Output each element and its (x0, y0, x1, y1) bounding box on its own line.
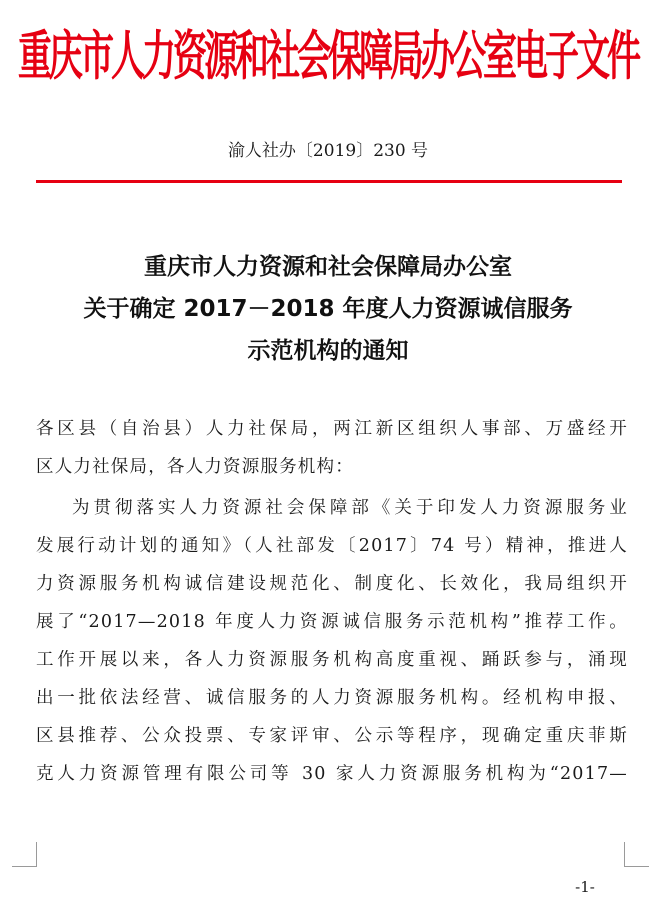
notice-title-line-3: 示范机构的通知 (247, 338, 409, 364)
page-corner-mark-left (12, 842, 37, 867)
page-number: -1- (575, 878, 595, 896)
body-paragraph (36, 489, 628, 793)
red-header-title: 重庆市人力资源和社会保障局办公室电子文件 (18, 26, 638, 89)
paragraph-line-6: 出一批依法经营、诚信服务的人力资源服务机构。经机构申报、 (36, 688, 628, 708)
red-separator-line (36, 180, 622, 183)
paragraph-line-3: 力资源服务机构诚信建设规范化、制度化、长效化，我局组织开 (36, 574, 628, 594)
paragraph-line-2: 发展行动计划的通知》（人社部发〔2017〕74 号）精神，推进人 (36, 536, 628, 556)
paragraph-line-8: 克人力资源管理有限公司等 30 家人力资源服务机构为“2017— (36, 764, 628, 784)
notice-title (0, 246, 656, 372)
paragraph-line-1: 为贯彻落实人力资源社会保障部《关于印发人力资源服务业 (72, 498, 628, 518)
document-number: 渝人社办〔2019〕230 号 (227, 141, 429, 161)
page-corner-mark-right (624, 842, 649, 867)
addressee-line-1: 各区县（自治县）人力社保局，两江新区组织人事部、万盛经开 (36, 419, 628, 439)
paragraph-line-7: 区县推荐、公众投票、专家评审、公示等程序，现确定重庆菲斯 (36, 726, 628, 746)
paragraph-line-5: 工作开展以来，各人力资源服务机构高度重视、踊跃参与，涌现 (36, 650, 628, 670)
notice-title-line-1: 重庆市人力资源和社会保障局办公室 (144, 254, 512, 280)
paragraph-line-4: 展了“2017—2018 年度人力资源诚信服务示范机构”推荐工作。 (36, 612, 628, 632)
addressee-block (36, 410, 628, 486)
addressee-line-2: 区人力社保局，各人力资源服务机构： (36, 457, 354, 477)
notice-title-line-2: 关于确定 2017－2018 年度人力资源诚信服务 (83, 296, 573, 322)
